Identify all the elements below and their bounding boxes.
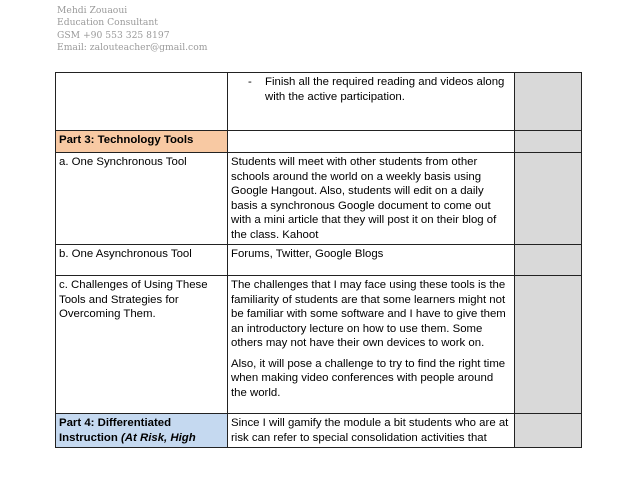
letterhead xyxy=(57,5,207,54)
table-row-part4 xyxy=(56,414,582,448)
bullet-item xyxy=(231,75,511,104)
side-cell xyxy=(515,131,582,153)
part4-text: Since I will gamify the module a bit students who are at risk can refer to special consolidation activities that xyxy=(228,414,515,448)
table-row-sync xyxy=(56,153,582,245)
side-cell xyxy=(515,153,582,245)
bullet-text: Finish all the required reading and videos along with the active participation. xyxy=(265,76,505,103)
table-row-part3 xyxy=(56,131,582,153)
sync-label: a. One Synchronous Tool xyxy=(56,153,228,245)
side-cell xyxy=(515,245,582,276)
side-cell xyxy=(515,414,582,448)
async-text: Forums, Twitter, Google Blogs xyxy=(228,245,515,276)
part4-heading-italic: (At Risk, High xyxy=(121,431,196,444)
table-row-challenges xyxy=(56,276,582,414)
header-email: Email: zalouteacher@gmail.com xyxy=(57,41,208,53)
part4-heading-main: Part 4: Differentiated Instruction xyxy=(59,417,172,444)
empty-cell xyxy=(56,73,228,131)
challenges-label: c. Challenges of Using These Tools and Strategies for Overcoming Them. xyxy=(56,276,228,414)
challenges-cell xyxy=(228,276,515,414)
module-plan-table xyxy=(55,72,582,448)
header-phone: GSM +90 553 325 8197 xyxy=(57,29,170,41)
header-title: Education Consultant xyxy=(57,17,158,29)
header-name: Mehdi Zouaoui xyxy=(57,5,128,16)
table-row-async xyxy=(56,245,582,276)
challenges-paragraph-1: The challenges that I may face using these tools is the familiarity of students are that some learners might not be familiar with some software and I have to give them an introductory lecture on how to use them. Some others may not have their own devices to work on. xyxy=(231,279,506,349)
part3-heading: Part 3: Technology Tools xyxy=(56,131,228,153)
part4-heading xyxy=(56,414,228,448)
side-cell xyxy=(515,276,582,414)
reading-cell xyxy=(228,73,515,131)
table-row-reading xyxy=(56,73,582,131)
empty-cell xyxy=(228,131,515,153)
sync-text: Students will meet with other students from other schools around the world on a weekly basis using Google Hangout. Also, students will edit on a daily basis a synchronous Google document to come out with a mini article that they will post it on their blog of the class. Kahoot xyxy=(228,153,515,245)
bullet-dash: - xyxy=(248,76,252,88)
challenges-paragraph-2: Also, it will pose a challenge to try to find the right time when making video conferences with people around the world. xyxy=(231,357,506,399)
side-cell xyxy=(515,73,582,131)
async-label: b. One Asynchronous Tool xyxy=(56,245,228,276)
